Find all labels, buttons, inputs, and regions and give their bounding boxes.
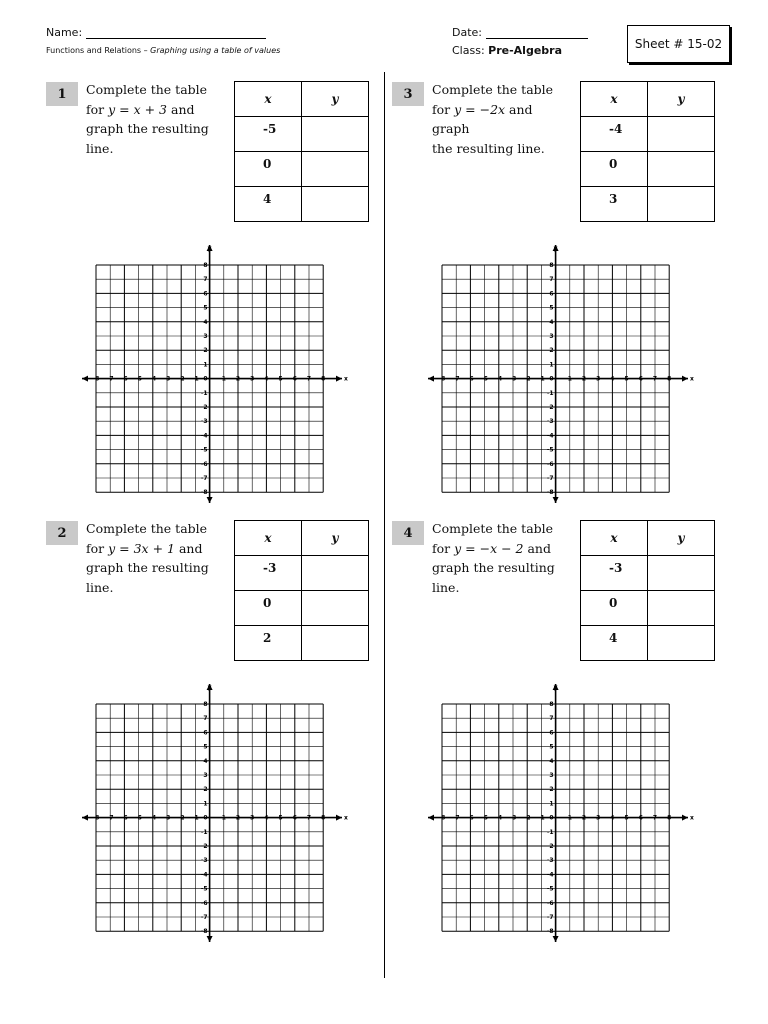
problem-prompt bbox=[86, 80, 221, 158]
y-tick-label: 8 bbox=[203, 701, 208, 708]
y-tick-label: 3 bbox=[203, 772, 208, 779]
prompt-line: line. bbox=[86, 579, 114, 595]
y-tick-label: 6 bbox=[203, 729, 208, 737]
x-tick-label: -7 bbox=[106, 375, 114, 383]
x-tick-label: 2 bbox=[581, 375, 587, 383]
x-axis-arrow-right bbox=[682, 376, 688, 382]
y-axis-arrow-down bbox=[553, 497, 559, 503]
y-tick-label: -2 bbox=[546, 404, 554, 411]
x-tick-label: 8 bbox=[321, 375, 326, 383]
x-axis-arrow-left bbox=[82, 376, 88, 382]
y-tick-label: 7 bbox=[549, 715, 554, 723]
x-tick-label: 8 bbox=[321, 814, 326, 822]
y-answer-cell[interactable] bbox=[648, 591, 715, 626]
prompt-line: graph the resulting bbox=[86, 121, 209, 136]
table-row bbox=[235, 556, 369, 591]
x-tick-label: 1 bbox=[221, 375, 226, 383]
x-tick-label: 4 bbox=[264, 375, 269, 383]
x-axis-arrow-right bbox=[682, 815, 688, 821]
x-tick-label: -2 bbox=[177, 375, 185, 383]
equation: y = −x − 2 bbox=[454, 540, 524, 556]
y-tick-label: 4 bbox=[203, 318, 208, 326]
x-tick-label: 5 bbox=[624, 375, 629, 383]
y-tick-label: -6 bbox=[546, 460, 554, 468]
x-axis-label: x bbox=[690, 814, 694, 822]
class-value: Pre-Algebra bbox=[488, 44, 563, 57]
prompt-line: for y = −2x and graph bbox=[432, 101, 533, 136]
y-tick-label: 8 bbox=[549, 701, 554, 708]
x-tick-label: 3 bbox=[596, 375, 601, 383]
table-row bbox=[581, 117, 715, 152]
y-tick-label: -3 bbox=[546, 418, 554, 426]
y-tick-label: -3 bbox=[200, 857, 208, 865]
x-tick-label: 6 bbox=[638, 375, 643, 383]
x-tick-label: 6 bbox=[638, 814, 643, 822]
prompt-line: for y = −x − 2 and bbox=[432, 540, 551, 556]
prompt-line: for y = 3x + 1 and bbox=[86, 540, 203, 556]
origin-label: 0 bbox=[203, 375, 208, 383]
table-row bbox=[581, 152, 715, 187]
coordinate-grid[interactable] bbox=[80, 243, 350, 505]
y-tick-label: 2 bbox=[203, 786, 208, 794]
y-tick-label: -8 bbox=[546, 928, 554, 936]
problem-number-badge: 1 bbox=[46, 82, 78, 106]
x-tick-label: -6 bbox=[121, 375, 128, 383]
y-tick-label: 6 bbox=[549, 290, 554, 298]
x-value-cell: -3 bbox=[581, 556, 648, 591]
x-tick-label: -1 bbox=[538, 375, 545, 383]
equation: y = 3x + 1 bbox=[108, 540, 175, 556]
y-tick-label: 7 bbox=[549, 276, 554, 284]
x-axis-arrow-left bbox=[428, 815, 434, 821]
x-tick-label: 2 bbox=[235, 814, 241, 822]
x-tick-label: 7 bbox=[306, 375, 312, 383]
problem-prompt bbox=[432, 519, 567, 597]
name-field[interactable] bbox=[46, 26, 266, 39]
y-tick-label: -2 bbox=[200, 843, 208, 850]
x-tick-label: 2 bbox=[235, 375, 241, 383]
y-tick-label: -7 bbox=[200, 914, 208, 921]
x-tick-label: 5 bbox=[278, 814, 283, 822]
x-tick-label: 5 bbox=[278, 375, 283, 383]
problem-number-badge: 2 bbox=[46, 521, 78, 545]
x-tick-label: -3 bbox=[509, 814, 517, 822]
y-tick-label: -4 bbox=[200, 871, 208, 879]
coordinate-grid[interactable] bbox=[426, 243, 696, 505]
x-column-header: x bbox=[235, 82, 302, 117]
origin-label: 0 bbox=[549, 375, 554, 383]
class-label: Class: bbox=[452, 44, 485, 57]
y-tick-label: -5 bbox=[546, 446, 554, 454]
table-row bbox=[581, 187, 715, 222]
x-tick-label: -1 bbox=[192, 814, 199, 822]
x-tick-label: -4 bbox=[149, 814, 157, 822]
x-tick-label: -2 bbox=[177, 814, 185, 822]
y-answer-cell[interactable] bbox=[648, 187, 715, 222]
x-column-header: x bbox=[581, 521, 648, 556]
x-column-header: x bbox=[581, 82, 648, 117]
x-tick-label: 1 bbox=[221, 814, 226, 822]
y-answer-cell[interactable] bbox=[302, 152, 369, 187]
y-column-header: y bbox=[648, 521, 715, 556]
x-tick-label: -8 bbox=[438, 375, 446, 383]
x-tick-label: -3 bbox=[163, 814, 171, 822]
equation: y = x + 3 bbox=[108, 101, 168, 117]
y-tick-label: 1 bbox=[203, 361, 208, 369]
problem-number-badge: 3 bbox=[392, 82, 424, 106]
table-row bbox=[235, 187, 369, 222]
x-tick-label: -5 bbox=[481, 814, 488, 822]
coordinate-grid[interactable] bbox=[80, 682, 350, 944]
x-tick-label: -6 bbox=[467, 814, 474, 822]
y-tick-label: -7 bbox=[546, 914, 554, 921]
table-row bbox=[581, 626, 715, 661]
prompt-line: the resulting line. bbox=[432, 140, 545, 156]
x-value-cell: 4 bbox=[581, 626, 648, 661]
y-tick-label: 2 bbox=[203, 347, 208, 355]
x-value-cell: 3 bbox=[581, 187, 648, 222]
x-tick-label: 6 bbox=[292, 814, 297, 822]
x-tick-label: -4 bbox=[495, 375, 503, 383]
y-tick-label: -5 bbox=[200, 446, 208, 454]
x-tick-label: -4 bbox=[495, 814, 503, 822]
x-axis-label: x bbox=[690, 375, 694, 383]
coordinate-grid[interactable] bbox=[426, 682, 696, 944]
problem-prompt bbox=[86, 519, 221, 597]
values-table bbox=[234, 81, 369, 222]
x-tick-label: 4 bbox=[610, 814, 615, 822]
prompt-line: graph the resulting bbox=[432, 560, 555, 575]
x-value-cell: 0 bbox=[581, 152, 648, 187]
y-answer-cell[interactable] bbox=[302, 187, 369, 222]
date-label: Date: bbox=[452, 26, 482, 39]
y-tick-label: -4 bbox=[546, 432, 554, 440]
x-column-header: x bbox=[235, 521, 302, 556]
prompt-line: Complete the table bbox=[432, 521, 554, 536]
y-tick-label: -8 bbox=[200, 489, 208, 497]
worksheet-subtitle: Functions and Relations – Graphing using a table of values bbox=[46, 46, 281, 55]
y-answer-cell[interactable] bbox=[302, 626, 369, 661]
x-value-cell: -5 bbox=[235, 117, 302, 152]
y-tick-label: -8 bbox=[546, 489, 554, 497]
y-tick-label: 4 bbox=[549, 318, 554, 326]
x-value-cell: -4 bbox=[581, 117, 648, 152]
prompt-line: Complete the table bbox=[432, 82, 554, 97]
y-axis-arrow-down bbox=[553, 936, 559, 942]
y-tick-label: 1 bbox=[549, 361, 554, 369]
x-tick-label: -4 bbox=[149, 375, 157, 383]
x-tick-label: 3 bbox=[250, 814, 255, 822]
y-axis-label: y bbox=[207, 245, 212, 252]
y-tick-label: 8 bbox=[203, 262, 208, 269]
problem-number-badge: 4 bbox=[392, 521, 424, 545]
name-label: Name: bbox=[46, 26, 83, 39]
x-value-cell: 0 bbox=[581, 591, 648, 626]
table-row bbox=[235, 152, 369, 187]
table-row bbox=[235, 117, 369, 152]
y-tick-label: -7 bbox=[546, 475, 554, 482]
y-tick-label: -3 bbox=[546, 857, 554, 865]
x-tick-label: 3 bbox=[596, 814, 601, 822]
y-tick-label: -5 bbox=[546, 885, 554, 893]
y-column-header: y bbox=[648, 82, 715, 117]
y-tick-label: 5 bbox=[203, 304, 208, 312]
y-answer-cell[interactable] bbox=[302, 556, 369, 591]
y-tick-label: -2 bbox=[200, 404, 208, 411]
x-value-cell: 0 bbox=[235, 152, 302, 187]
y-tick-label: -8 bbox=[200, 928, 208, 936]
x-tick-label: -3 bbox=[163, 375, 171, 383]
values-table bbox=[580, 520, 715, 661]
x-axis-arrow-left bbox=[82, 815, 88, 821]
origin-label: 0 bbox=[549, 814, 554, 822]
x-tick-label: -6 bbox=[121, 814, 128, 822]
x-tick-label: -7 bbox=[452, 375, 460, 383]
y-tick-label: 5 bbox=[549, 743, 554, 751]
y-tick-label: 6 bbox=[203, 290, 208, 298]
x-tick-label: 4 bbox=[264, 814, 269, 822]
y-tick-label: 3 bbox=[203, 333, 208, 340]
table-row bbox=[581, 591, 715, 626]
y-tick-label: -1 bbox=[200, 389, 208, 397]
date-field[interactable] bbox=[452, 26, 588, 39]
x-tick-label: -5 bbox=[481, 375, 488, 383]
y-tick-label: 4 bbox=[549, 757, 554, 765]
x-tick-label: -6 bbox=[467, 375, 474, 383]
y-column-header: y bbox=[302, 82, 369, 117]
x-tick-label: -8 bbox=[438, 814, 446, 822]
y-tick-label: -6 bbox=[200, 899, 208, 907]
y-tick-label: -6 bbox=[546, 899, 554, 907]
y-tick-label: 5 bbox=[203, 743, 208, 751]
class-field bbox=[452, 44, 562, 57]
y-tick-label: 1 bbox=[203, 800, 208, 808]
x-tick-label: -5 bbox=[135, 814, 142, 822]
prompt-line: line. bbox=[86, 140, 114, 156]
y-tick-label: -1 bbox=[546, 389, 554, 397]
values-table bbox=[580, 81, 715, 222]
y-tick-label: 1 bbox=[549, 800, 554, 808]
y-tick-label: -6 bbox=[200, 460, 208, 468]
y-tick-label: 2 bbox=[549, 347, 554, 355]
y-answer-cell[interactable] bbox=[648, 152, 715, 187]
y-answer-cell[interactable] bbox=[302, 591, 369, 626]
x-value-cell: 0 bbox=[235, 591, 302, 626]
prompt-line: Complete the table bbox=[86, 82, 208, 97]
x-value-cell: -3 bbox=[235, 556, 302, 591]
origin-label: 0 bbox=[203, 814, 208, 822]
problem-prompt bbox=[432, 80, 567, 158]
x-tick-label: -2 bbox=[523, 814, 531, 822]
x-axis-label: x bbox=[344, 375, 348, 383]
y-answer-cell[interactable] bbox=[648, 117, 715, 152]
y-axis-arrow-down bbox=[207, 936, 213, 942]
y-tick-label: 3 bbox=[549, 333, 554, 340]
x-tick-label: 2 bbox=[581, 814, 587, 822]
prompt-line: graph the resulting bbox=[86, 560, 209, 575]
y-axis-label: y bbox=[553, 245, 558, 252]
x-tick-label: -8 bbox=[92, 375, 100, 383]
sheet-number: Sheet # 15-02 bbox=[634, 37, 723, 51]
y-answer-cell[interactable] bbox=[648, 626, 715, 661]
y-axis-arrow-down bbox=[207, 497, 213, 503]
x-tick-label: 8 bbox=[667, 814, 672, 822]
x-tick-label: 6 bbox=[292, 375, 297, 383]
y-column-header: y bbox=[302, 521, 369, 556]
y-tick-label: 8 bbox=[549, 262, 554, 269]
x-tick-label: 5 bbox=[624, 814, 629, 822]
prompt-line: Complete the table bbox=[86, 521, 208, 536]
y-tick-label: 6 bbox=[549, 729, 554, 737]
x-axis-arrow-right bbox=[336, 376, 342, 382]
x-value-cell: 4 bbox=[235, 187, 302, 222]
values-table bbox=[234, 520, 369, 661]
x-axis-arrow-right bbox=[336, 815, 342, 821]
table-row bbox=[235, 626, 369, 661]
x-axis-label: x bbox=[344, 814, 348, 822]
x-axis-arrow-left bbox=[428, 376, 434, 382]
name-blank[interactable] bbox=[86, 27, 266, 39]
y-tick-label: -3 bbox=[200, 418, 208, 426]
x-tick-label: -5 bbox=[135, 375, 142, 383]
y-axis-label: y bbox=[207, 684, 212, 691]
prompt-line: for y = x + 3 and bbox=[86, 101, 195, 117]
y-tick-label: -5 bbox=[200, 885, 208, 893]
y-answer-cell[interactable] bbox=[302, 117, 369, 152]
y-tick-label: -1 bbox=[546, 828, 554, 836]
x-tick-label: -3 bbox=[509, 375, 517, 383]
y-tick-label: -1 bbox=[200, 828, 208, 836]
table-row bbox=[235, 591, 369, 626]
x-tick-label: 1 bbox=[567, 375, 572, 383]
y-tick-label: 5 bbox=[549, 304, 554, 312]
y-tick-label: 3 bbox=[549, 772, 554, 779]
y-tick-label: 7 bbox=[203, 276, 208, 284]
x-tick-label: -7 bbox=[452, 814, 460, 822]
x-tick-label: -2 bbox=[523, 375, 531, 383]
x-tick-label: 7 bbox=[306, 814, 312, 822]
x-tick-label: -7 bbox=[106, 814, 114, 822]
x-tick-label: 8 bbox=[667, 375, 672, 383]
y-tick-label: -4 bbox=[546, 871, 554, 879]
equation: y = −2x bbox=[454, 101, 506, 117]
x-tick-label: 4 bbox=[610, 375, 615, 383]
prompt-line: line. bbox=[432, 579, 460, 595]
x-tick-label: 3 bbox=[250, 375, 255, 383]
y-tick-label: 4 bbox=[203, 757, 208, 765]
y-answer-cell[interactable] bbox=[648, 556, 715, 591]
x-tick-label: -1 bbox=[538, 814, 545, 822]
y-tick-label: -7 bbox=[200, 475, 208, 482]
y-tick-label: 7 bbox=[203, 715, 208, 723]
column-divider bbox=[384, 72, 385, 978]
x-tick-label: 7 bbox=[652, 814, 658, 822]
y-tick-label: -2 bbox=[546, 843, 554, 850]
x-tick-label: 7 bbox=[652, 375, 658, 383]
date-blank[interactable] bbox=[486, 27, 588, 39]
sheet-number-box bbox=[627, 25, 730, 63]
y-axis-label: y bbox=[553, 684, 558, 691]
x-tick-label: -1 bbox=[192, 375, 199, 383]
table-row bbox=[581, 556, 715, 591]
y-tick-label: 2 bbox=[549, 786, 554, 794]
x-value-cell: 2 bbox=[235, 626, 302, 661]
x-tick-label: 1 bbox=[567, 814, 572, 822]
x-tick-label: -8 bbox=[92, 814, 100, 822]
y-tick-label: -4 bbox=[200, 432, 208, 440]
